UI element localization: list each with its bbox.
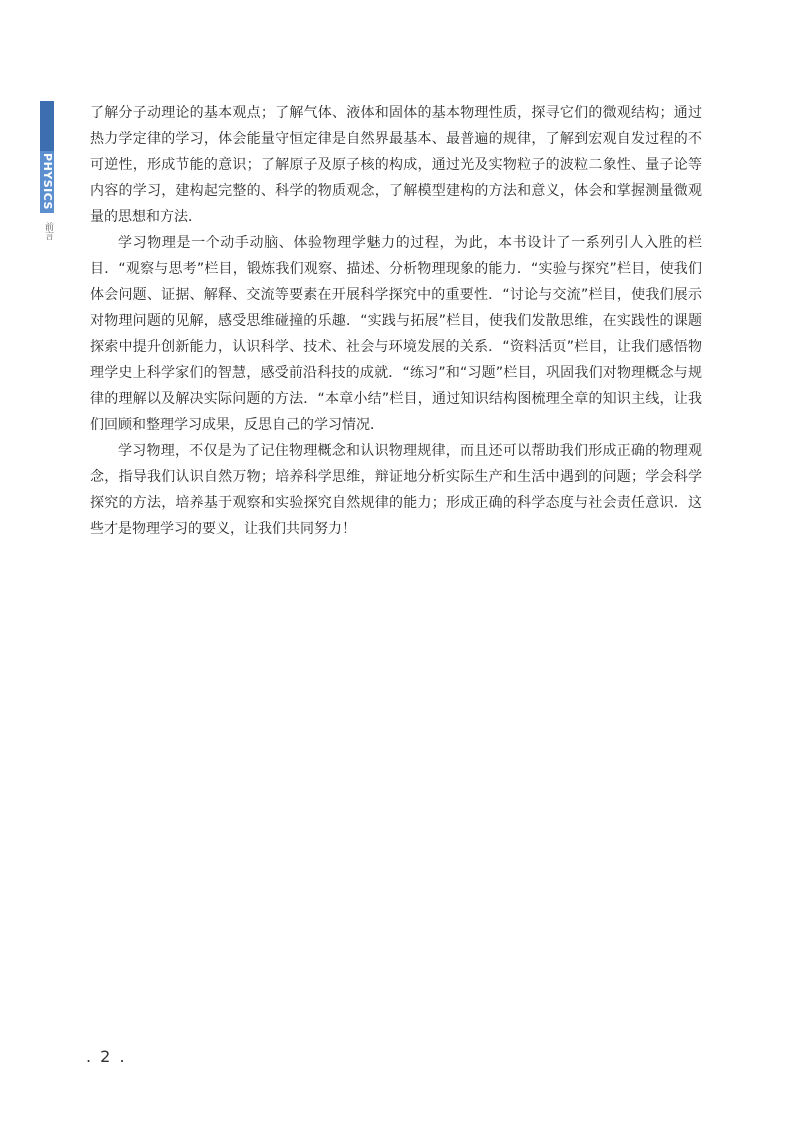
paragraph-3: 学习物理，不仅是为了记住物理概念和认识物理规律，而且还可以帮助我们形成正确的物理观念，指导我们认识自然万物；培养科学思维，辩证地分析实际生产和生活中遇到的问题；学会科学探究的方法，培养基于观察和实验探究自然规律的能力；形成正确的科学态度与社会责任意识．这些才是物理学习的要义，让我们共同努力！: [90, 443, 702, 537]
paragraph-1: 了解分子动理论的基本观点；了解气体、液体和固体的基本物理性质，探寻它们的微观结构；通过热力学定律的学习，体会能量守恒定律是自然界最基本、最普遍的规律，了解到宏观自发过程的不可逆性，形成节能的意识；了解原子及原子核的构成，通过光及实物粒子的波粒二象性、量子论等内容的学习，建构起完整的、科学的物质观念，了解模型建构的方法和意义，体会和掌握测量微观量的思想和方法．: [90, 105, 702, 225]
side-word-box: [40, 150, 54, 212]
section-label: 前言: [43, 222, 53, 240]
paragraph-2: 学习物理是一个动手动脑、体验物理学魅力的过程，为此，本书设计了一系列引人入胜的栏目．“观察与思考”栏目，锻炼我们观察、描述、分析物理现象的能力．“实验与探究”栏目，使我们体会问题、证据、解释、交流等要素在开展科学探究中的重要性．“讨论与交流”栏目，使我们展示对物理问题的见解，感受思维碰撞的乐趣．“实践与拓展”栏目，使我们发散思维，在实践性的课题探索中提升创新能力，认识科学、技术、社会与环境发展的关系．“资料活页”栏目，让我们感悟物理学史上科学家们的智慧，感受前沿科技的成就．“练习”和“习题”栏目，巩固我们对物理概念与规律的理解以及解决实际问题的方法．“本章小结”栏目，通过知识结构图梳理全章的知识主线，让我们回顾和整理学习成果，反思自己的学习情况．: [90, 235, 702, 433]
page-number: . 2 .: [86, 1047, 127, 1066]
body-text: [90, 100, 702, 542]
physics-side-word: PHYSICS: [40, 152, 54, 210]
